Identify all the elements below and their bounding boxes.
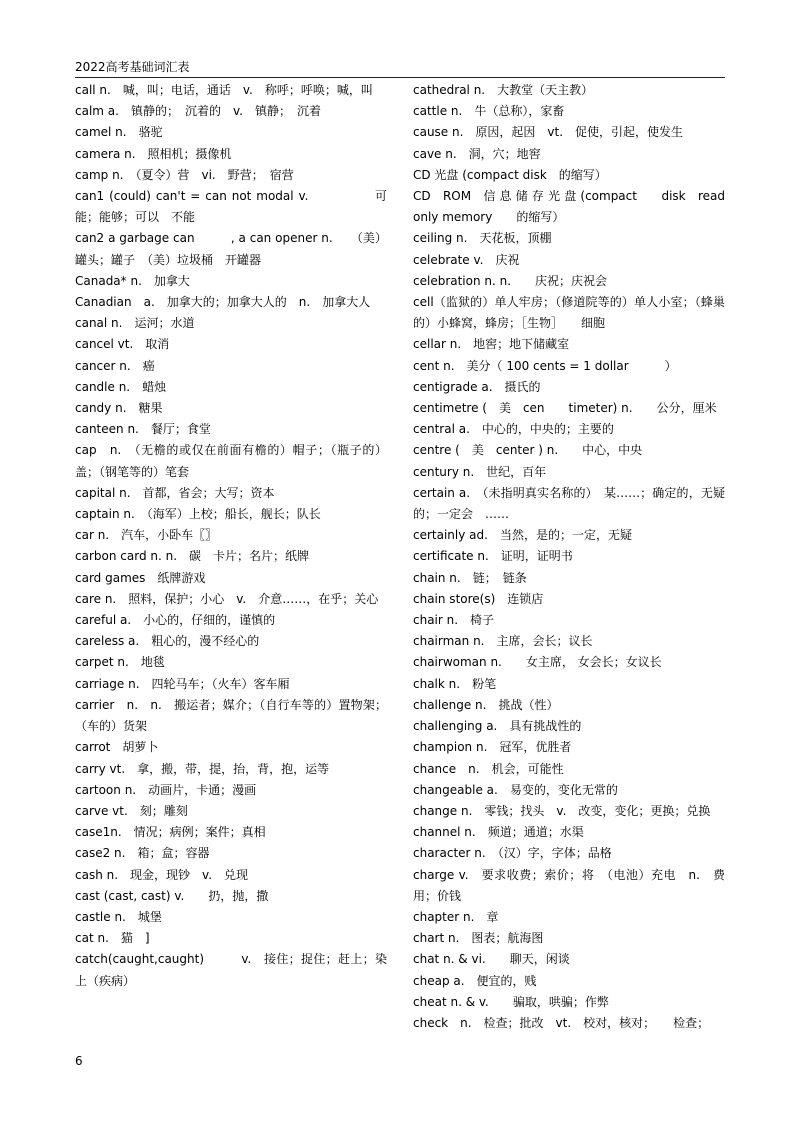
vocab-entry: chalk n. 粉笔 [413, 676, 497, 691]
vocab-entry: candy n. 糖果 [75, 401, 163, 416]
vocab-entry: cave n. 洞，穴；地窖 [413, 146, 541, 161]
vocab-entry: Canadian a. 加拿大的；加拿大人的 n. 加拿大人 [75, 295, 371, 310]
left-column [75, 80, 387, 992]
vocab-entry: car n. 汽车，小卧车〖〗 [75, 528, 218, 543]
vocab-entry: cast (cast, cast) v. 扔，抛，撒 [75, 888, 269, 903]
vocab-entry: centimetre ( 美 cen timeter) n. 公分，厘米 [413, 401, 717, 416]
vocab-entry: charge v. 要求收费；索价；将 （电池）充电 n. 费用；价钱 [413, 867, 725, 903]
vocab-entry: carriage n. 四轮马车；（火车）客车厢 [75, 676, 290, 691]
vocab-entry: century n. 世纪，百年 [413, 464, 547, 479]
vocab-entry: carbon card n. n. 碳 卡片；名片；纸牌 [75, 549, 310, 564]
vocab-entry: check n. 检查；批改 vt. 校对，核对； 检查； [413, 1015, 710, 1030]
vocab-entry: camera n. 照相机；摄像机 [75, 146, 232, 161]
vocab-entry: chance n. 机会，可能性 [413, 761, 564, 776]
vocab-entry: CD ROM 信 息 储 存 光 盘 (compact disk read only memory 的缩写） [413, 189, 738, 225]
vocab-entry: capital n. 首都，省会；大写；资本 [75, 485, 275, 500]
vocab-entry: carry vt. 拿，搬，带，提，抬，背，抱，运等 [75, 761, 330, 776]
vocab-entry: can2 a garbage can , a can opener n. （美）罐头；罐子 （美）垃圾桶 开罐器 [75, 231, 387, 267]
vocab-entry: calm a. 镇静的； 沉着的 v. 镇静； 沉着 [75, 104, 321, 119]
vocab-entry: cap n. （无檐的或仅在前面有檐的）帽子；（瓶子的）盖；（钢笔等的）笔套 [75, 443, 387, 479]
vocab-entry: camp n. （夏令）营 vi. 野营； 宿营 [75, 167, 294, 182]
vocab-entry: case2 n. 箱；盒；容器 [75, 846, 210, 861]
vocab-entry: can1 (could) can't = can not modal v. 可能；能够；可以 不能 [75, 189, 387, 225]
vocab-entry: card games 纸牌游戏 [75, 570, 206, 585]
vocab-entry: chain store(s) 连锁店 [413, 591, 544, 606]
vocab-entry: cell（监狱的）单人牢房；（修道院等的）单人小室；（蜂巢的）小蜂窝，蜂房；［生物］ 细胞 [413, 295, 725, 331]
vocab-entry: chapter n. 章 [413, 909, 499, 924]
vocab-entry: cattle n. 牛（总称），家畜 [413, 104, 565, 119]
vocab-entry: castle n. 城堡 [75, 909, 162, 924]
vocab-entry: cheat n. & v. 骗取，哄骗；作弊 [413, 994, 609, 1009]
vocab-entry: chat n. & vi. 聊天，闲谈 [413, 952, 570, 967]
vocab-entry: candle n. 蜡烛 [75, 379, 167, 394]
vocab-entry: champion n. 冠军，优胜者 [413, 740, 572, 755]
vocab-entry: cathedral n. 大教堂（天主教） [413, 83, 594, 97]
vocab-entry: celebrate v. 庆祝 [413, 252, 520, 267]
vocab-entry: Canada* n. 加拿大 [75, 273, 190, 288]
page-number: 6 [75, 1054, 83, 1068]
vocab-entry: chair n. 椅子 [413, 613, 495, 628]
vocab-entry: changeable a. 易变的，变化无常的 [413, 782, 618, 797]
vocab-entry: canteen n. 餐厅；食堂 [75, 422, 211, 437]
vocab-entry: cheap a. 便宜的，贱 [413, 973, 537, 988]
right-column [413, 80, 738, 1034]
vocab-entry: celebration n. n. 庆祝；庆祝会 [413, 273, 608, 288]
header-divider [75, 77, 725, 78]
vocab-entry: cat n. 猫 ] [75, 931, 150, 946]
vocab-entry: careless a. 粗心的，漫不经心的 [75, 634, 260, 649]
vocab-entry: central a. 中心的，中央的；主要的 [413, 422, 614, 437]
vocab-entry: captain n. （海军）上校；船长，舰长；队长 [75, 507, 321, 522]
page-header-title: 2022高考基础词汇表 [75, 60, 190, 74]
vocab-entry: centre ( 美 center ) n. 中心，中央 [413, 443, 643, 458]
vocab-entry: chairman n. 主席，会长；议长 [413, 634, 593, 649]
vocab-entry: change n. 零钱；找头 v. 改变，变化；更换；兑换 [413, 803, 711, 818]
vocab-entry: ceiling n. 天花板，顶棚 [413, 231, 552, 246]
vocab-entry: carpet n. 地毯 [75, 655, 165, 670]
vocab-entry: careful a. 小心的，仔细的，谨慎的 [75, 613, 276, 628]
vocab-entry: carrier n. n. 搬运者；媒介；（自行车等的）置物架；（车的）货架 [75, 697, 387, 734]
vocab-entry: certain a. （未指明真实名称的） 某……；确定的，无疑的；一定会 …… [413, 485, 725, 522]
vocab-entry: cartoon n. 动画片，卡通；漫画 [75, 782, 257, 797]
vocab-entry: channel n. 频道；通道；水渠 [413, 825, 584, 840]
vocab-entry: chairwoman n. 女主席， 女会长；女议长 [413, 655, 662, 670]
vocab-entry: chart n. 图表；航海图 [413, 931, 544, 946]
vocab-entry: cancel vt. 取消 [75, 337, 170, 352]
vocab-entry: cause n. 原因，起因 vt. 促使，引起，使发生 [413, 125, 684, 140]
vocab-entry: canal n. 运河；水道 [75, 316, 195, 331]
vocab-entry: case1n. 情况；病例；案件；真相 [75, 825, 266, 840]
vocab-entry: cellar n. 地窖；地下储藏室 [413, 337, 570, 352]
vocab-entry: centigrade a. 摄氏的 [413, 379, 541, 394]
vocab-entry: challenge n. 挑战（性） [413, 697, 559, 712]
vocab-entry: character n. （汉）字，字体；品格 [413, 846, 612, 861]
vocab-entry: call n. 喊，叫；电话，通话 v. 称呼；呼唤；喊，叫 [75, 83, 373, 97]
vocab-entry: cash n. 现金，现钞 v. 兑现 [75, 867, 249, 882]
vocab-entry: CD 光盘 (compact disk 的缩写） [413, 167, 607, 182]
vocab-entry: cent n. 美分（ 100 cents = 1 dollar ） [413, 358, 677, 373]
vocab-entry: catch(caught,caught) v. 接住；捉住；赶上；染上（疾病） [75, 952, 387, 988]
vocab-entry: certainly ad. 当然，是的；一定，无疑 [413, 528, 632, 543]
vocab-entry: care n. 照料，保护；小心 v. 介意……，在乎；关心 [75, 591, 379, 606]
vocab-entry: certificate n. 证明，证明书 [413, 549, 573, 564]
vocab-entry: challenging a. 具有挑战性的 [413, 719, 582, 734]
vocab-entry: chain n. 链； 链条 [413, 570, 527, 585]
vocab-entry: camel n. 骆驼 [75, 125, 163, 140]
vocab-entry: carve vt. 刻；雕刻 [75, 803, 188, 818]
vocab-entry: cancer n. 癌 [75, 358, 155, 373]
vocab-entry: carrot 胡萝卜 [75, 740, 159, 755]
